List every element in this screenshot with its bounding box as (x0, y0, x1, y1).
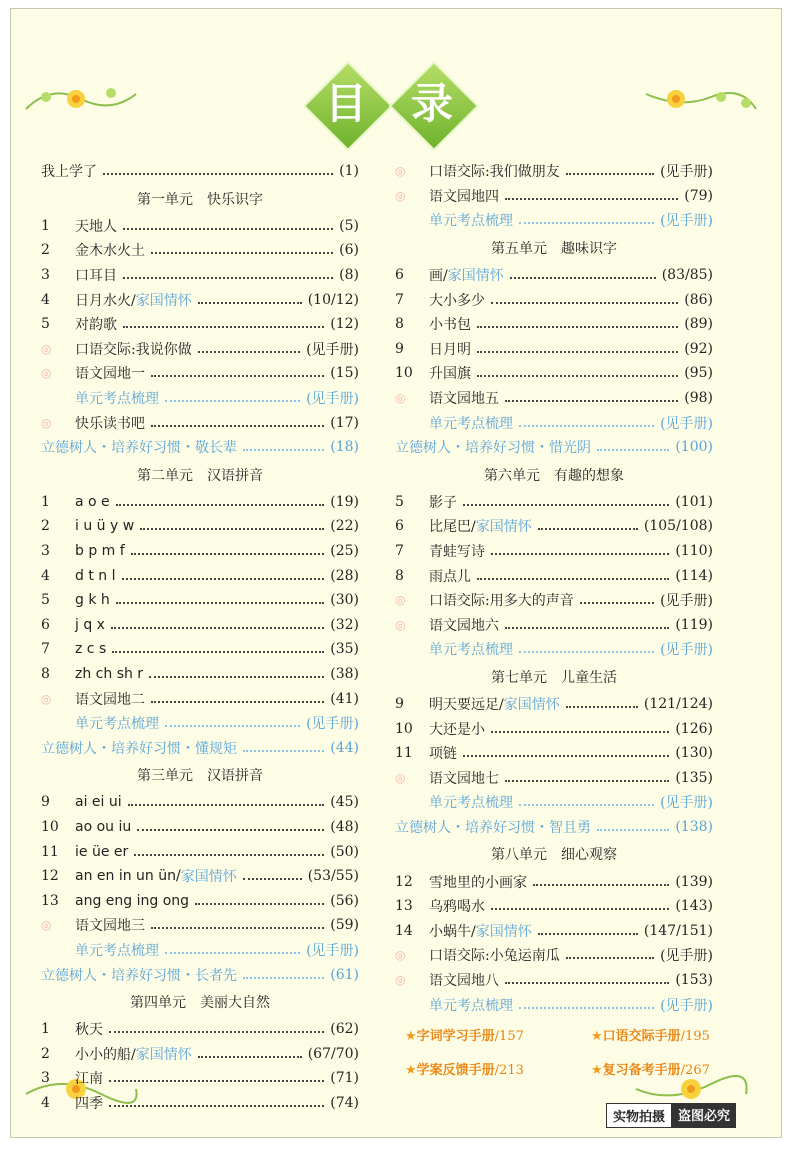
title-char-1: 目 (324, 79, 367, 128)
circle-bullet-icon (41, 918, 75, 932)
toc-entry-moral[interactable]: 立德树人・培养好习惯・惜光阴 (100) (395, 439, 713, 457)
toc-entry[interactable]: 1 a o e (19) (41, 493, 359, 510)
toc-entry[interactable]: 8 雨点儿 (114) (395, 567, 713, 585)
toc-entry[interactable]: ◎ 语文园地八 (153) (395, 968, 713, 993)
toc-entry[interactable]: 10 大还是小 (126) (395, 720, 713, 738)
unit-heading: 第四单元 美丽大自然 (130, 994, 270, 1011)
title-char-2: 录 (410, 79, 453, 128)
toc-entry[interactable]: 我上学了 (1) (41, 163, 359, 181)
handbook-link[interactable]: ★学案反馈手册/213 (405, 1063, 524, 1078)
toc-entry-review[interactable]: 单元考点梳理 (见手册) (75, 716, 359, 733)
toc-entry[interactable]: 3 江南 (71) (41, 1070, 359, 1088)
toc-entry[interactable]: 2 小小的船/ 家国情怀 (67/70) (41, 1045, 359, 1063)
toc-entry[interactable]: 7 青蛙写诗 (110) (395, 543, 713, 561)
circle-bullet-icon (395, 771, 429, 785)
toc-entry-review[interactable]: 单元考点梳理 (见手册) (75, 391, 359, 408)
toc-entry[interactable]: ◎ 语文园地三 (59) (41, 913, 359, 938)
toc-entry[interactable]: 5 对韵歌 (12) (41, 316, 359, 334)
toc-entry[interactable]: 11 项链 (130) (395, 745, 713, 763)
unit-heading: 第六单元 有趣的想象 (484, 467, 624, 484)
unit-heading: 第八单元 细心观察 (491, 847, 617, 864)
circle-bullet-icon (395, 948, 429, 962)
toc-entry[interactable]: 7 大小多少 (86) (395, 291, 713, 309)
page-frame (10, 8, 782, 1138)
toc-entry[interactable]: ◎ 语文园地六 (119) (395, 613, 713, 638)
page-title (303, 69, 503, 139)
star-icon: ★ (405, 1029, 417, 1044)
circle-bullet-icon (41, 416, 75, 430)
circle-bullet-icon (41, 366, 75, 380)
toc-entry-moral[interactable]: 立德树人・培养好习惯・智且勇 (138) (395, 818, 713, 836)
flower-vine-icon (641, 79, 761, 119)
toc-entry[interactable]: 13 ang eng ing ong (56) (41, 892, 359, 909)
toc-entry-moral[interactable]: 立德树人・培养好习惯・长者先 (61) (41, 966, 359, 984)
toc-entry[interactable]: ◎ 语文园地四 (79) (395, 184, 713, 209)
toc-entry[interactable]: 9 ai ei ui (45) (41, 794, 359, 811)
toc-entry[interactable]: 13 乌鸦喝水 (143) (395, 898, 713, 916)
toc-entry[interactable]: ◎ 语文园地五 (98) (395, 386, 713, 411)
toc-entry[interactable]: 4 四季 (74) (41, 1094, 359, 1112)
toc-entry-moral[interactable]: 立德树人・培养好习惯・懂规矩 (44) (41, 739, 359, 757)
handbook-link[interactable]: ★字词学习手册/157 (405, 1029, 524, 1044)
handbook-link[interactable]: ★口语交际手册/195 (591, 1029, 710, 1044)
toc-entry-review[interactable]: 单元考点梳理 (见手册) (429, 642, 713, 659)
watermark-stamp: 实物拍摄 盗图必究 (606, 1103, 736, 1128)
toc-entry[interactable]: 7 z c s (35) (41, 641, 359, 658)
toc-entry[interactable]: 4 d t n l (28) (41, 567, 359, 584)
unit-heading: 第七单元 儿童生活 (491, 669, 617, 686)
toc-left-column (41, 159, 359, 1115)
star-icon: ★ (591, 1029, 603, 1044)
toc-entry[interactable]: 10 升国旗 (95) (395, 365, 713, 383)
toc-entry[interactable]: ◎ 语文园地七 (135) (395, 765, 713, 790)
toc-entry[interactable]: ◎ 口语交际:我们做朋友 (见手册) (395, 159, 713, 184)
toc-entry[interactable]: 9 明天要远足/ 家国情怀 (121/124) (395, 695, 713, 713)
toc-entry[interactable]: 5 影子 (101) (395, 493, 713, 511)
toc-entry-review[interactable]: 单元考点梳理 (见手册) (429, 213, 713, 230)
toc-entry[interactable]: 6 比尾巴/ 家国情怀 (105/108) (395, 518, 713, 536)
toc-entry[interactable]: 1 天地人 (5) (41, 217, 359, 235)
toc-entry[interactable]: ◎ 快乐读书吧 (17) (41, 410, 359, 435)
circle-bullet-icon (395, 164, 429, 178)
toc-entry[interactable]: 6 j q x (32) (41, 616, 359, 633)
toc-entry-review[interactable]: 单元考点梳理 (见手册) (429, 415, 713, 432)
toc-entry[interactable]: ◎ 语文园地一 (15) (41, 361, 359, 386)
toc-entry[interactable]: 10 ao ou iu (48) (41, 818, 359, 835)
unit-heading: 第一单元 快乐识字 (137, 191, 263, 208)
toc-entry[interactable]: 11 ie üe er (50) (41, 843, 359, 860)
circle-bullet-icon (41, 692, 75, 706)
toc-entry[interactable]: 8 zh ch sh r (38) (41, 665, 359, 682)
circle-bullet-icon (395, 189, 429, 203)
toc-entry[interactable]: 9 日月明 (92) (395, 340, 713, 358)
toc-entry[interactable]: 4 日月水火/ 家国情怀 (10/12) (41, 291, 359, 309)
toc-entry[interactable]: ◎ 口语交际:用多大的声音 (见手册) (395, 588, 713, 613)
toc-entry-moral[interactable]: 立德树人・培养好习惯・敬长辈 (18) (41, 439, 359, 457)
toc-entry[interactable]: 3 口耳目 (8) (41, 267, 359, 285)
unit-heading: 第三单元 汉语拼音 (137, 768, 263, 785)
toc-entry[interactable]: 2 i u ü y w (22) (41, 518, 359, 535)
toc-entry[interactable]: 12 an en in un ün/ 家国情怀 (53/55) (41, 868, 359, 886)
circle-bullet-icon (395, 973, 429, 987)
toc-entry[interactable]: 14 小蜗牛/ 家国情怀 (147/151) (395, 922, 713, 940)
toc-entry[interactable]: ◎ 语文园地二 (41) (41, 686, 359, 711)
toc-entry[interactable]: 2 金木水火土 (6) (41, 242, 359, 260)
circle-bullet-icon (395, 593, 429, 607)
circle-bullet-icon (395, 618, 429, 632)
toc-entry[interactable]: ◎ 口语交际:我说你做 (见手册) (41, 337, 359, 362)
unit-heading: 第五单元 趣味识字 (491, 240, 617, 257)
toc-entry[interactable]: 1 秋天 (62) (41, 1021, 359, 1039)
toc-entry-review[interactable]: 单元考点梳理 (见手册) (429, 997, 713, 1014)
toc-entry[interactable]: ◎ 口语交际:小兔运南瓜 (见手册) (395, 943, 713, 968)
flower-vine-icon (21, 79, 141, 119)
circle-bullet-icon (395, 391, 429, 405)
handbook-link[interactable]: ★复习备考手册/267 (591, 1063, 710, 1078)
toc-entry[interactable]: 3 b p m f (25) (41, 543, 359, 560)
star-icon: ★ (405, 1063, 417, 1078)
toc-entry[interactable]: 8 小书包 (89) (395, 316, 713, 334)
toc-entry[interactable]: 12 雪地里的小画家 (139) (395, 873, 713, 891)
toc-right-column (395, 159, 713, 1017)
toc-entry-review[interactable]: 单元考点梳理 (见手册) (429, 795, 713, 812)
toc-entry-review[interactable]: 单元考点梳理 (见手册) (75, 942, 359, 959)
unit-heading: 第二单元 汉语拼音 (137, 467, 263, 484)
star-icon: ★ (591, 1063, 603, 1078)
toc-entry[interactable]: 5 g k h (30) (41, 592, 359, 609)
circle-bullet-icon (41, 342, 75, 356)
toc-entry[interactable]: 6 画/ 家国情怀 (83/85) (395, 267, 713, 285)
